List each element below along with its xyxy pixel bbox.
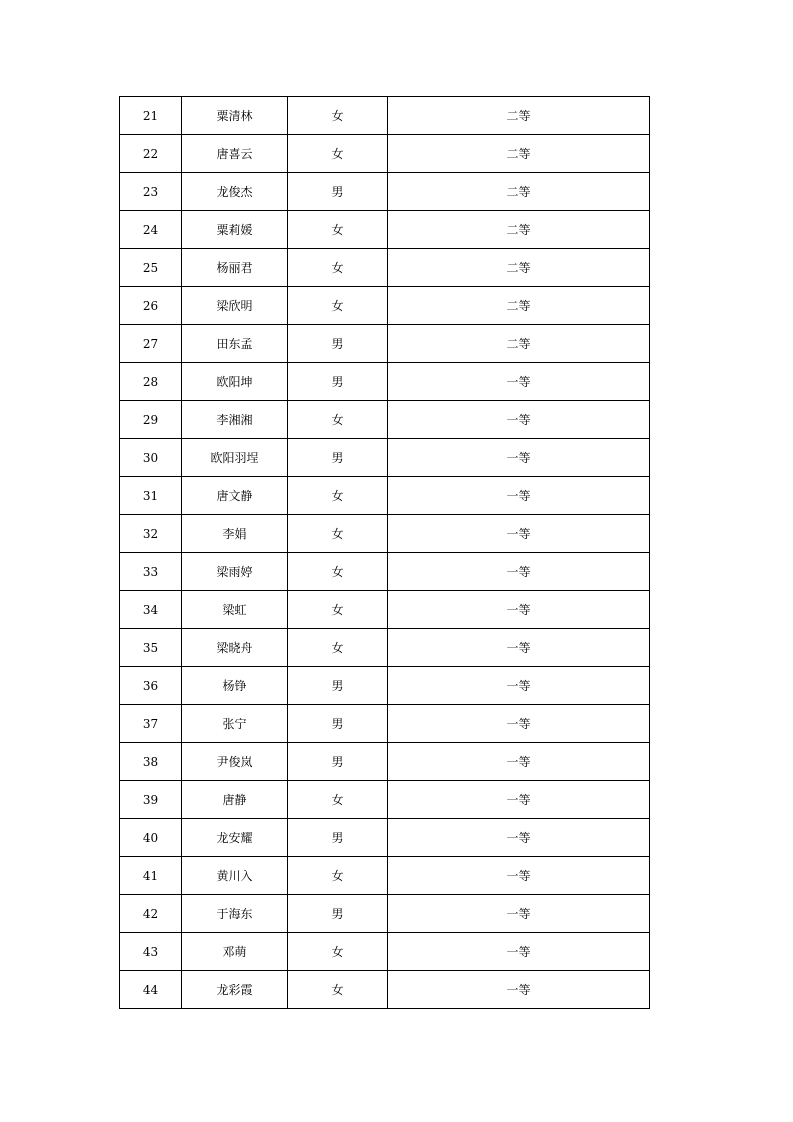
- award-grade-cell: 二等: [388, 249, 650, 287]
- table-row: [120, 667, 650, 705]
- gender-cell: 女: [288, 249, 388, 287]
- gender-cell: 女: [288, 857, 388, 895]
- award-list-table: [119, 96, 650, 1009]
- table-row: [120, 135, 650, 173]
- table-row: [120, 363, 650, 401]
- row-number-cell: 28: [120, 363, 182, 401]
- table-row: [120, 629, 650, 667]
- table-row: [120, 781, 650, 819]
- table-row: [120, 819, 650, 857]
- name-cell: 龙彩霞: [182, 971, 288, 1009]
- name-cell: 粟清林: [182, 97, 288, 135]
- name-cell: 唐静: [182, 781, 288, 819]
- name-cell: 张宁: [182, 705, 288, 743]
- award-grade-cell: 一等: [388, 971, 650, 1009]
- award-grade-cell: 一等: [388, 553, 650, 591]
- gender-cell: 男: [288, 363, 388, 401]
- table-row: [120, 743, 650, 781]
- gender-cell: 女: [288, 933, 388, 971]
- row-number-cell: 29: [120, 401, 182, 439]
- award-grade-cell: 一等: [388, 401, 650, 439]
- table-row: [120, 249, 650, 287]
- gender-cell: 男: [288, 705, 388, 743]
- row-number-cell: 30: [120, 439, 182, 477]
- table-row: [120, 857, 650, 895]
- gender-cell: 女: [288, 97, 388, 135]
- gender-cell: 女: [288, 287, 388, 325]
- table-row: [120, 895, 650, 933]
- table-row: [120, 401, 650, 439]
- gender-cell: 女: [288, 477, 388, 515]
- name-cell: 龙俊杰: [182, 173, 288, 211]
- gender-cell: 女: [288, 211, 388, 249]
- row-number-cell: 25: [120, 249, 182, 287]
- award-grade-cell: 一等: [388, 857, 650, 895]
- name-cell: 欧阳坤: [182, 363, 288, 401]
- name-cell: 梁欣明: [182, 287, 288, 325]
- table-row: [120, 287, 650, 325]
- row-number-cell: 40: [120, 819, 182, 857]
- row-number-cell: 27: [120, 325, 182, 363]
- award-grade-cell: 一等: [388, 667, 650, 705]
- name-cell: 梁虹: [182, 591, 288, 629]
- name-cell: 黄川入: [182, 857, 288, 895]
- award-grade-cell: 二等: [388, 173, 650, 211]
- table-row: [120, 173, 650, 211]
- award-grade-cell: 一等: [388, 781, 650, 819]
- award-grade-cell: 一等: [388, 591, 650, 629]
- row-number-cell: 37: [120, 705, 182, 743]
- award-grade-cell: 二等: [388, 97, 650, 135]
- row-number-cell: 21: [120, 97, 182, 135]
- gender-cell: 女: [288, 591, 388, 629]
- name-cell: 唐喜云: [182, 135, 288, 173]
- gender-cell: 男: [288, 819, 388, 857]
- name-cell: 李湘湘: [182, 401, 288, 439]
- row-number-cell: 36: [120, 667, 182, 705]
- name-cell: 杨丽君: [182, 249, 288, 287]
- award-grade-cell: 一等: [388, 705, 650, 743]
- gender-cell: 女: [288, 629, 388, 667]
- gender-cell: 女: [288, 135, 388, 173]
- award-grade-cell: 二等: [388, 325, 650, 363]
- table-row: [120, 325, 650, 363]
- row-number-cell: 42: [120, 895, 182, 933]
- gender-cell: 女: [288, 553, 388, 591]
- name-cell: 欧阳羽埕: [182, 439, 288, 477]
- gender-cell: 女: [288, 515, 388, 553]
- row-number-cell: 33: [120, 553, 182, 591]
- row-number-cell: 38: [120, 743, 182, 781]
- award-grade-cell: 二等: [388, 211, 650, 249]
- award-grade-cell: 一等: [388, 895, 650, 933]
- table-row: [120, 705, 650, 743]
- table-row: [120, 439, 650, 477]
- table-row: [120, 591, 650, 629]
- row-number-cell: 35: [120, 629, 182, 667]
- table-row: [120, 933, 650, 971]
- row-number-cell: 44: [120, 971, 182, 1009]
- gender-cell: 男: [288, 667, 388, 705]
- award-grade-cell: 一等: [388, 477, 650, 515]
- table-row: [120, 97, 650, 135]
- name-cell: 邓萌: [182, 933, 288, 971]
- gender-cell: 男: [288, 895, 388, 933]
- row-number-cell: 31: [120, 477, 182, 515]
- gender-cell: 男: [288, 743, 388, 781]
- name-cell: 龙安耀: [182, 819, 288, 857]
- gender-cell: 男: [288, 325, 388, 363]
- award-grade-cell: 一等: [388, 629, 650, 667]
- name-cell: 于海东: [182, 895, 288, 933]
- table-row: [120, 515, 650, 553]
- row-number-cell: 26: [120, 287, 182, 325]
- award-grade-cell: 二等: [388, 135, 650, 173]
- name-cell: 梁雨婷: [182, 553, 288, 591]
- award-grade-cell: 一等: [388, 743, 650, 781]
- table-row: [120, 553, 650, 591]
- row-number-cell: 43: [120, 933, 182, 971]
- row-number-cell: 34: [120, 591, 182, 629]
- award-grade-cell: 一等: [388, 819, 650, 857]
- award-grade-cell: 一等: [388, 933, 650, 971]
- row-number-cell: 39: [120, 781, 182, 819]
- name-cell: 梁晓舟: [182, 629, 288, 667]
- gender-cell: 男: [288, 173, 388, 211]
- award-grade-cell: 一等: [388, 363, 650, 401]
- row-number-cell: 24: [120, 211, 182, 249]
- table-row: [120, 971, 650, 1009]
- table-body: [120, 97, 650, 1009]
- row-number-cell: 41: [120, 857, 182, 895]
- award-grade-cell: 一等: [388, 439, 650, 477]
- row-number-cell: 23: [120, 173, 182, 211]
- name-cell: 唐文静: [182, 477, 288, 515]
- name-cell: 粟莉媛: [182, 211, 288, 249]
- row-number-cell: 22: [120, 135, 182, 173]
- name-cell: 尹俊岚: [182, 743, 288, 781]
- name-cell: 田东孟: [182, 325, 288, 363]
- name-cell: 杨铮: [182, 667, 288, 705]
- row-number-cell: 32: [120, 515, 182, 553]
- gender-cell: 女: [288, 971, 388, 1009]
- gender-cell: 女: [288, 401, 388, 439]
- gender-cell: 女: [288, 781, 388, 819]
- table-row: [120, 477, 650, 515]
- gender-cell: 男: [288, 439, 388, 477]
- award-grade-cell: 二等: [388, 287, 650, 325]
- name-cell: 李娟: [182, 515, 288, 553]
- table-row: [120, 211, 650, 249]
- award-grade-cell: 一等: [388, 515, 650, 553]
